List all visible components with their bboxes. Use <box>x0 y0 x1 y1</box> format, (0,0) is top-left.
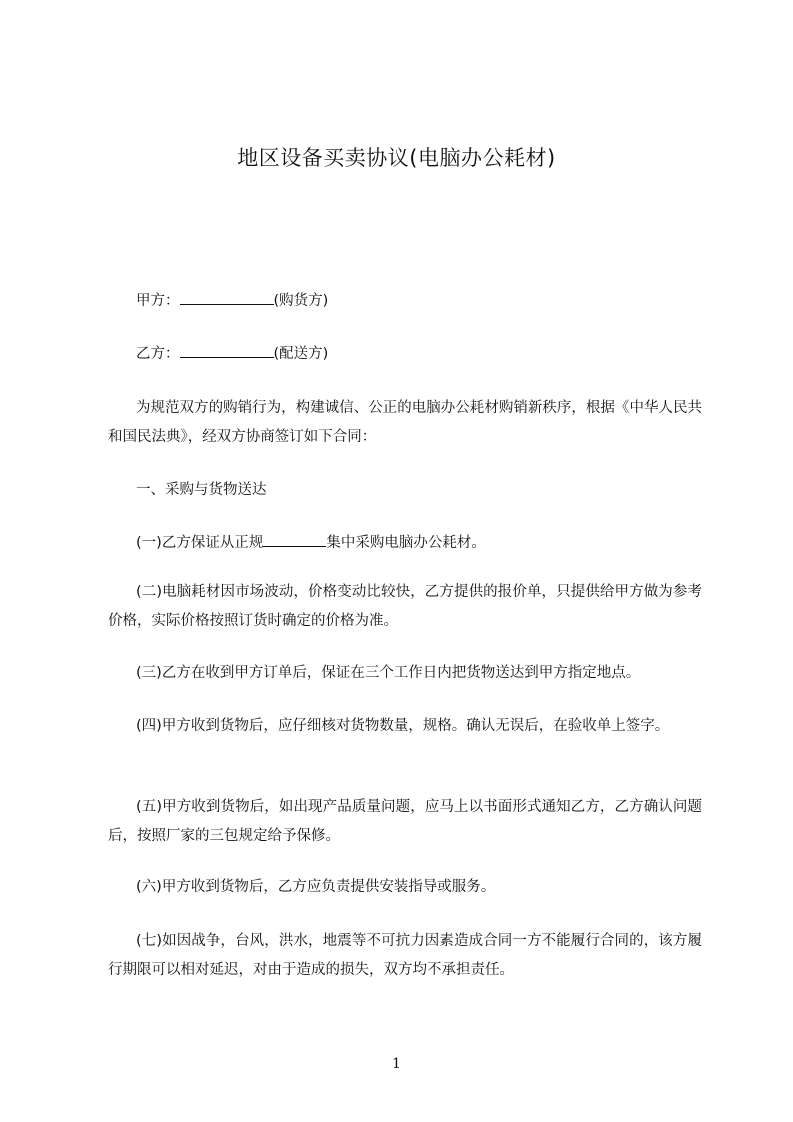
clause-1 <box>136 529 730 558</box>
clause-3: (三)乙方在收到甲方订单后，保证在三个工作日内把货物送达到甲方指定地点。 <box>136 665 641 681</box>
clause-1-text-before: (一)乙方保证从正规 <box>136 535 264 551</box>
party-b-line <box>136 340 730 369</box>
party-a-label: 甲方： <box>136 293 180 309</box>
party-b-label: 乙方： <box>136 346 180 362</box>
party-a-line <box>136 287 730 316</box>
clause-6: (六)甲方收到货物后，乙方应负责提供安装指导或服务。 <box>136 879 496 895</box>
party-b-blank <box>180 343 274 358</box>
document-title: 地区设备买卖协议(电脑办公耗材) <box>237 146 556 170</box>
party-b-role: (配送方) <box>273 346 329 362</box>
party-a-blank <box>180 290 274 305</box>
party-a-role: (购货方) <box>273 293 329 309</box>
clause-1-text-after: 集中采购电脑办公耗材。 <box>326 535 486 551</box>
clause-5: (五)甲方收到货物后，如出现产品质量问题，应马上以书面形式通知乙方，乙方确认问题后，按照厂家的三包规定给予保修。 <box>108 799 702 844</box>
preamble-paragraph: 为规范双方的购销行为，构建诚信、公正的电脑办公耗材购销新秩序，根据《中华人民共和国民法典》，经双方协商签订如下合同： <box>108 400 702 445</box>
supplier-blank <box>263 532 326 547</box>
section-heading: 一、采购与货物送达 <box>136 482 267 498</box>
page-number: 1 <box>392 1056 401 1072</box>
clause-2: (二)电脑耗材因市场波动，价格变动比较快，乙方提供的报价单，只提供给甲方做为参考价格，实际价格按照订货时确定的价格为准。 <box>108 584 702 629</box>
clause-7: (七)如因战争，台风，洪水，地震等不可抗力因素造成合同一方不能履行合同的，该方履行期限可以相对延迟，对由于造成的损失，双方均不承担责任。 <box>108 933 702 978</box>
clause-4: (四)甲方收到货物后，应仔细核对货物数量，规格。确认无误后，在验收单上签字。 <box>136 718 670 734</box>
